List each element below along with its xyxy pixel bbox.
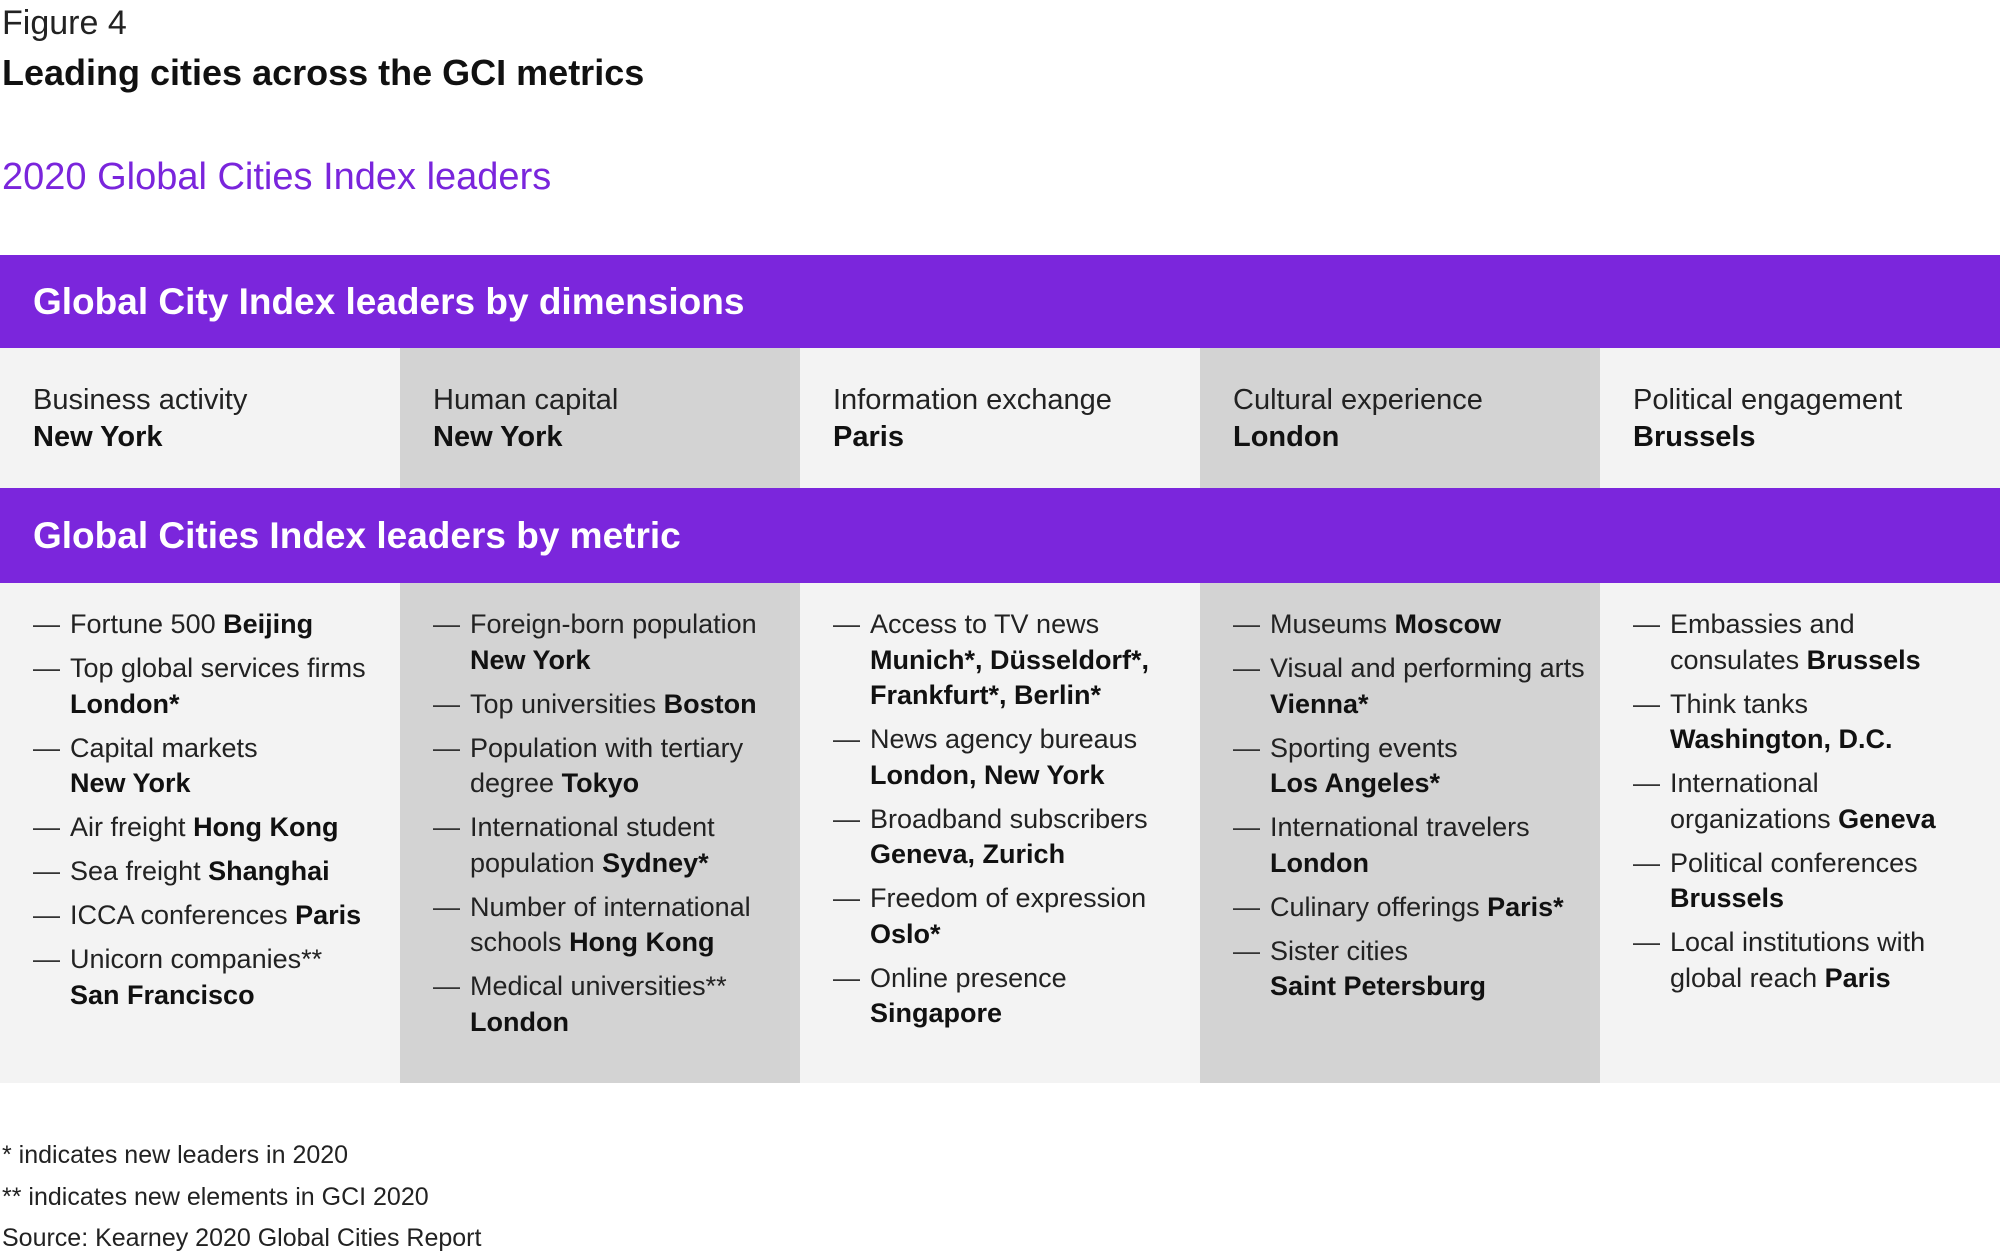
metric-leader: Oslo* [870, 918, 941, 949]
list-item [433, 810, 786, 881]
metric-leader: Los Angeles* [1270, 768, 1441, 798]
list-item [1233, 934, 1586, 1005]
dimension-name: Political engagement [1633, 384, 1903, 416]
metric-column-cultural-experience [1200, 583, 1600, 1083]
list-item [433, 969, 786, 1040]
dimension-cell-business-activity [0, 348, 400, 488]
dimension-cell-political-engagement [1600, 348, 2000, 488]
dimension-leader: New York [433, 421, 563, 453]
list-item [1633, 607, 1986, 678]
metric-label: Local institutions with global reach [1670, 927, 1926, 993]
dash-bullet: — [33, 944, 60, 974]
metric-column-human-capital [400, 583, 800, 1083]
list-item [833, 961, 1186, 1032]
metric-leader: San Francisco [70, 979, 255, 1010]
dash-bullet: — [1633, 847, 1660, 878]
dash-bullet: — [33, 900, 60, 930]
metric-leader: New York [470, 644, 591, 675]
metric-label: International organizations [1670, 768, 1831, 834]
dash-bullet: — [1633, 688, 1660, 719]
dimensions-header-band [0, 255, 2000, 348]
metric-leader: Saint Petersburg [1270, 971, 1487, 1001]
metric-label: Sister cities [1270, 935, 1409, 966]
dimension-leader: Brussels [1633, 421, 1756, 453]
metric-list [400, 583, 800, 1040]
metric-label: Think tanks [1670, 688, 1809, 719]
dash-bullet: — [433, 891, 460, 922]
dash-bullet: — [1633, 609, 1660, 639]
dash-bullet: — [1633, 927, 1660, 957]
subtitle: 2020 Global Cities Index leaders [2, 156, 552, 198]
metric-leader: Geneva [1838, 803, 1936, 834]
list-item [1633, 687, 1986, 758]
metric-leader: Singapore [870, 998, 1003, 1028]
list-item [1233, 890, 1586, 926]
metric-label: Embassies and consulates [1670, 609, 1855, 675]
metric-leader: Paris [1824, 962, 1891, 993]
dash-bullet: — [833, 609, 860, 639]
list-item [1633, 925, 1986, 996]
dimension-name: Business activity [33, 384, 248, 416]
metric-leader: Beijing [223, 609, 314, 639]
dash-bullet: — [33, 609, 60, 639]
list-item [1633, 766, 1986, 837]
list-item [1633, 846, 1986, 917]
dash-bullet: — [33, 856, 60, 886]
dash-bullet: — [1233, 732, 1260, 763]
list-item [33, 854, 386, 890]
metric-column-political-engagement [1600, 583, 2000, 1083]
metric-label: News agency bureaus [870, 724, 1138, 754]
metric-leader: London [470, 1006, 569, 1037]
metric-label: International travelers [1270, 812, 1530, 842]
metric-label: Access to TV news [870, 609, 1100, 639]
list-item [1233, 731, 1586, 802]
footnote-new-elements: ** indicates new elements in GCI 2020 [2, 1183, 429, 1211]
metric-list [1600, 583, 2000, 996]
dimension-leader: Paris [833, 421, 904, 453]
dash-bullet: — [1233, 653, 1260, 683]
metric-leader: New York [70, 768, 191, 798]
dimension-name: Cultural experience [1233, 384, 1483, 416]
list-item [433, 731, 786, 802]
metrics-row [0, 583, 2000, 1083]
metric-leader: Geneva, Zurich [870, 839, 1066, 869]
metric-label: Air freight [70, 812, 186, 842]
dimensions-header: Global City Index leaders by dimensions [33, 280, 745, 322]
list-item [433, 607, 786, 678]
dash-bullet: — [33, 812, 60, 842]
dimensions-row [0, 348, 2000, 488]
list-item [433, 890, 786, 961]
dash-bullet: — [833, 724, 860, 754]
metric-label: Sea freight [70, 856, 201, 886]
metric-label: Capital markets [70, 732, 258, 763]
dimension-name: Information exchange [833, 384, 1112, 416]
list-item [33, 810, 386, 846]
dimension-cell-information-exchange [800, 348, 1200, 488]
metric-leader: London, New York [870, 759, 1105, 790]
metric-label: Broadband subscribers [870, 803, 1148, 834]
metric-leader: Paris [295, 900, 362, 930]
source-note: Source: Kearney 2020 Global Cities Report [2, 1224, 482, 1252]
dash-bullet: — [1233, 935, 1260, 966]
metric-leader: Boston [663, 688, 757, 719]
metric-label: Top universities [470, 688, 657, 719]
metric-label: Population with tertiary degree [470, 732, 744, 798]
metric-label: Museums [1270, 609, 1388, 639]
dash-bullet: — [433, 609, 460, 639]
dash-bullet: — [1233, 812, 1260, 842]
metric-leader: Tokyo [561, 768, 640, 798]
list-item [1233, 651, 1586, 722]
list-item [833, 607, 1186, 714]
metric-label: Online presence [870, 962, 1067, 993]
metric-label: Medical universities** [470, 971, 727, 1001]
metric-leader: Sydney* [602, 847, 709, 878]
list-item [833, 802, 1186, 873]
metric-leader: Brussels [1670, 883, 1785, 913]
metrics-header-band [0, 488, 2000, 583]
metric-list [0, 583, 400, 1013]
metric-label: Freedom of expression [870, 883, 1147, 913]
list-item [33, 942, 386, 1013]
metric-column-business-activity [0, 583, 400, 1083]
metric-list [1200, 583, 1600, 1005]
metric-column-information-exchange [800, 583, 1200, 1083]
metric-label: International student population [470, 812, 715, 878]
metric-leader: London [1270, 847, 1369, 878]
metric-leader: Brussels [1806, 644, 1921, 675]
dash-bullet: — [33, 732, 60, 763]
footnote-new-leaders: * indicates new leaders in 2020 [2, 1141, 349, 1169]
metric-label: Fortune 500 [70, 609, 216, 639]
metric-label: ICCA conferences [70, 900, 288, 930]
dash-bullet: — [833, 803, 860, 834]
dash-bullet: — [1233, 891, 1260, 922]
list-item [33, 651, 386, 722]
metrics-header: Global Cities Index leaders by metric [33, 514, 681, 556]
metric-leader: Munich*, Düsseldorf*, Frankfurt*, Berlin* [870, 644, 1150, 710]
list-item [833, 722, 1186, 793]
list-item [433, 687, 786, 723]
dimension-leader: London [1233, 421, 1340, 453]
metric-leader: London* [70, 688, 180, 719]
dash-bullet: — [33, 653, 60, 683]
metric-label: Political conferences [1670, 847, 1918, 878]
figure-title: Leading cities across the GCI metrics [2, 52, 645, 93]
figure-label: Figure 4 [2, 4, 127, 42]
list-item [1233, 607, 1586, 643]
metric-list [800, 583, 1200, 1032]
list-item [833, 881, 1186, 952]
dash-bullet: — [433, 971, 460, 1001]
metric-leader: Hong Kong [569, 927, 715, 957]
metric-leader: Shanghai [208, 856, 330, 886]
metric-label: Top global services firms [70, 653, 366, 683]
list-item [33, 898, 386, 934]
list-item [33, 607, 386, 643]
metric-leader: Washington, D.C. [1670, 724, 1893, 754]
metric-label: Foreign-born population [470, 609, 757, 639]
metric-leader: Moscow [1394, 609, 1502, 639]
metric-leader: Vienna* [1270, 688, 1369, 719]
metric-label: Sporting events [1270, 732, 1458, 763]
dash-bullet: — [433, 732, 460, 763]
dimension-leader: New York [33, 421, 163, 453]
metric-leader: Paris* [1487, 891, 1564, 922]
list-item [33, 731, 386, 802]
dash-bullet: — [433, 812, 460, 842]
metric-label: Visual and performing arts [1270, 653, 1585, 683]
dash-bullet: — [1633, 768, 1660, 798]
dash-bullet: — [433, 688, 460, 719]
metric-label: Unicorn companies** [70, 944, 323, 974]
dash-bullet: — [833, 962, 860, 993]
dimension-cell-human-capital [400, 348, 800, 488]
list-item [1233, 810, 1586, 881]
metric-label: Culinary offerings [1270, 891, 1480, 922]
dash-bullet: — [1233, 609, 1260, 639]
dimension-name: Human capital [433, 384, 619, 416]
dimension-cell-cultural-experience [1200, 348, 1600, 488]
dash-bullet: — [833, 883, 860, 913]
metric-label: Number of international schools [470, 891, 751, 957]
metric-leader: Hong Kong [193, 812, 339, 842]
